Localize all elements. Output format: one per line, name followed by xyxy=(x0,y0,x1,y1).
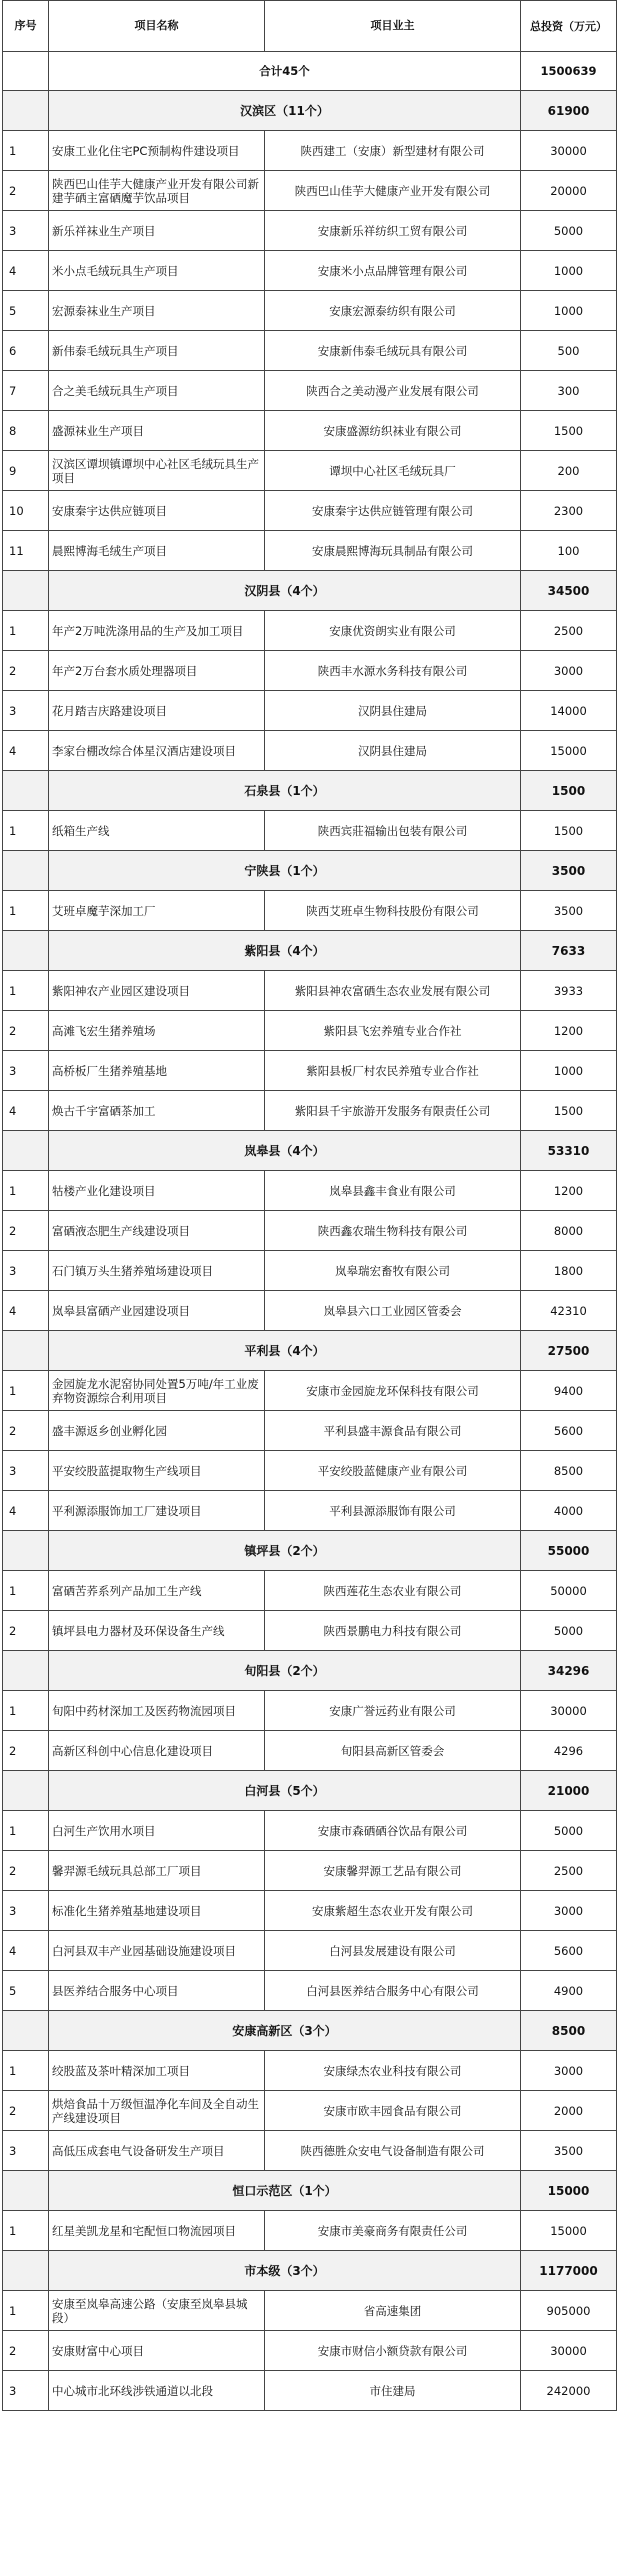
table-row xyxy=(3,411,617,451)
table-row xyxy=(3,1731,617,1771)
row-index: 2 xyxy=(3,171,49,211)
project-owner: 岚皋县鑫丰食业有限公司 xyxy=(265,1171,521,1211)
project-amount: 42310 xyxy=(521,1291,617,1331)
project-name: 汉滨区谭坝镇谭坝中心社区毛绒玩具生产项目 xyxy=(49,451,265,491)
region-idx-cell xyxy=(3,2011,49,2051)
table-row xyxy=(3,1571,617,1611)
table-row xyxy=(3,2131,617,2171)
region-idx-cell xyxy=(3,1131,49,1171)
project-name: 艾班卓魔芋深加工厂 xyxy=(49,891,265,931)
project-name: 合之美毛绒玩具生产项目 xyxy=(49,371,265,411)
project-name: 绞股蓝及茶叶精深加工项目 xyxy=(49,2051,265,2091)
header-name: 项目名称 xyxy=(49,1,265,52)
project-amount: 2500 xyxy=(521,611,617,651)
project-name: 白河县双丰产业园基础设施建设项目 xyxy=(49,1931,265,1971)
project-name: 紫阳神农产业园区建设项目 xyxy=(49,971,265,1011)
region-amount: 21000 xyxy=(521,1771,617,1811)
project-amount: 9400 xyxy=(521,1371,617,1411)
row-index: 1 xyxy=(3,2211,49,2251)
table-row xyxy=(3,2211,617,2251)
region-name: 岚皋县（4个） xyxy=(49,1131,521,1171)
project-name: 白河生产饮用水项目 xyxy=(49,1811,265,1851)
table-row xyxy=(3,691,617,731)
row-index: 1 xyxy=(3,1371,49,1411)
project-amount: 4900 xyxy=(521,1971,617,2011)
project-name: 平利源添服饰加工厂建设项目 xyxy=(49,1491,265,1531)
row-index: 5 xyxy=(3,1971,49,2011)
region-name: 旬阳县（2个） xyxy=(49,1651,521,1691)
table-row xyxy=(3,2371,617,2411)
project-amount: 1200 xyxy=(521,1171,617,1211)
row-index: 4 xyxy=(3,1291,49,1331)
table-row xyxy=(3,971,617,1011)
region-row xyxy=(3,1331,617,1371)
table-row xyxy=(3,2091,617,2131)
project-amount: 1800 xyxy=(521,1251,617,1291)
row-index: 2 xyxy=(3,1731,49,1771)
region-name: 安康高新区（3个） xyxy=(49,2011,521,2051)
table-row xyxy=(3,651,617,691)
region-idx-cell xyxy=(3,931,49,971)
table-body xyxy=(3,52,617,2411)
project-amount: 30000 xyxy=(521,2331,617,2371)
project-amount: 30000 xyxy=(521,1691,617,1731)
project-amount: 20000 xyxy=(521,171,617,211)
row-index: 2 xyxy=(3,1611,49,1651)
project-owner: 旬阳县高新区管委会 xyxy=(265,1731,521,1771)
region-amount: 15000 xyxy=(521,2171,617,2211)
project-owner: 安康绿杰农业科技有限公司 xyxy=(265,2051,521,2091)
project-amount: 905000 xyxy=(521,2291,617,2331)
project-name: 标准化生猪养殖基地建设项目 xyxy=(49,1891,265,1931)
project-name: 岚皋县富硒产业园建设项目 xyxy=(49,1291,265,1331)
row-index: 10 xyxy=(3,491,49,531)
project-owner: 安康秦宇达供应链管理有限公司 xyxy=(265,491,521,531)
project-owner: 紫阳县板厂村农民养殖专业合作社 xyxy=(265,1051,521,1091)
project-amount: 15000 xyxy=(521,731,617,771)
table-row xyxy=(3,1891,617,1931)
table-row xyxy=(3,491,617,531)
total-amount: 1500639 xyxy=(521,52,617,91)
table-row xyxy=(3,1091,617,1131)
row-index: 2 xyxy=(3,1011,49,1051)
region-idx-cell xyxy=(3,2251,49,2291)
region-name: 平利县（4个） xyxy=(49,1331,521,1371)
project-amount: 5000 xyxy=(521,211,617,251)
table-row xyxy=(3,1411,617,1451)
project-name: 陕西巴山佳芋大健康产业开发有限公司新建芋硒主富硒魔芋饮品项目 xyxy=(49,171,265,211)
project-amount: 1000 xyxy=(521,291,617,331)
project-owner: 陕西景鹏电力科技有限公司 xyxy=(265,1611,521,1651)
table-row xyxy=(3,1251,617,1291)
project-amount: 3500 xyxy=(521,891,617,931)
project-owner: 陕西丰水源水务科技有限公司 xyxy=(265,651,521,691)
row-index: 1 xyxy=(3,1691,49,1731)
region-amount: 8500 xyxy=(521,2011,617,2051)
region-name: 石泉县（1个） xyxy=(49,771,521,811)
table-row xyxy=(3,1611,617,1651)
region-row xyxy=(3,931,617,971)
project-name: 米小点毛绒玩具生产项目 xyxy=(49,251,265,291)
project-owner: 平安绞股蓝健康产业有限公司 xyxy=(265,1451,521,1491)
project-owner: 市住建局 xyxy=(265,2371,521,2411)
region-name: 汉阴县（4个） xyxy=(49,571,521,611)
row-index: 3 xyxy=(3,1891,49,1931)
region-idx-cell xyxy=(3,571,49,611)
region-row xyxy=(3,1131,617,1171)
row-index: 7 xyxy=(3,371,49,411)
investment-table xyxy=(2,0,617,2411)
row-index: 1 xyxy=(3,1811,49,1851)
project-name: 李家台棚改综合体星汉酒店建设项目 xyxy=(49,731,265,771)
row-index: 2 xyxy=(3,1211,49,1251)
row-index: 3 xyxy=(3,1051,49,1091)
project-amount: 242000 xyxy=(521,2371,617,2411)
project-amount: 100 xyxy=(521,531,617,571)
table-row xyxy=(3,531,617,571)
project-owner: 紫阳县神农富硒生态农业发展有限公司 xyxy=(265,971,521,1011)
project-owner: 安康宏源泰纺织有限公司 xyxy=(265,291,521,331)
project-name: 纸箱生产线 xyxy=(49,811,265,851)
project-amount: 5600 xyxy=(521,1931,617,1971)
project-name: 高滩飞宏生猪养殖场 xyxy=(49,1011,265,1051)
project-amount: 14000 xyxy=(521,691,617,731)
region-row xyxy=(3,2171,617,2211)
project-owner: 陕西鑫农瑞生物科技有限公司 xyxy=(265,1211,521,1251)
region-name: 宁陕县（1个） xyxy=(49,851,521,891)
project-name: 牯楼产业化建设项目 xyxy=(49,1171,265,1211)
project-name: 金园旋龙水泥窑协同处置5万吨/年工业废弃物资源综合利用项目 xyxy=(49,1371,265,1411)
project-amount: 1500 xyxy=(521,811,617,851)
project-owner: 陕西艾班卓生物科技股份有限公司 xyxy=(265,891,521,931)
row-index: 3 xyxy=(3,2131,49,2171)
project-name: 旬阳中药材深加工及医药物流园项目 xyxy=(49,1691,265,1731)
row-index: 4 xyxy=(3,1491,49,1531)
project-amount: 50000 xyxy=(521,1571,617,1611)
row-index: 1 xyxy=(3,2291,49,2331)
row-index: 4 xyxy=(3,251,49,291)
region-row xyxy=(3,851,617,891)
table-row xyxy=(3,1971,617,2011)
region-idx-cell xyxy=(3,1651,49,1691)
project-amount: 2500 xyxy=(521,1851,617,1891)
project-amount: 200 xyxy=(521,451,617,491)
region-amount: 27500 xyxy=(521,1331,617,1371)
project-amount: 15000 xyxy=(521,2211,617,2251)
row-index: 1 xyxy=(3,1571,49,1611)
table-row xyxy=(3,2331,617,2371)
project-name: 县医养结合服务中心项目 xyxy=(49,1971,265,2011)
project-name: 安康秦宇达供应链项目 xyxy=(49,491,265,531)
project-name: 富硒苦荞系列产品加工生产线 xyxy=(49,1571,265,1611)
project-name: 高低压成套电气设备研发生产项目 xyxy=(49,2131,265,2171)
table-row xyxy=(3,251,617,291)
project-amount: 5000 xyxy=(521,1811,617,1851)
project-name: 宏源泰袜业生产项目 xyxy=(49,291,265,331)
project-amount: 3000 xyxy=(521,2051,617,2091)
row-index: 1 xyxy=(3,2051,49,2091)
project-owner: 安康晨熙博海玩具制品有限公司 xyxy=(265,531,521,571)
region-amount: 1177000 xyxy=(521,2251,617,2291)
row-index: 2 xyxy=(3,651,49,691)
project-owner: 谭坝中心社区毛绒玩具厂 xyxy=(265,451,521,491)
region-row xyxy=(3,1531,617,1571)
project-name: 安康至岚皋高速公路（安康至岚皋县城段） xyxy=(49,2291,265,2331)
table-row xyxy=(3,1291,617,1331)
row-index: 3 xyxy=(3,211,49,251)
row-index: 4 xyxy=(3,1091,49,1131)
project-owner: 省高速集团 xyxy=(265,2291,521,2331)
table-row xyxy=(3,451,617,491)
region-amount: 1500 xyxy=(521,771,617,811)
project-name: 高新区科创中心信息化建设项目 xyxy=(49,1731,265,1771)
total-idx-cell xyxy=(3,52,49,91)
project-amount: 500 xyxy=(521,331,617,371)
region-row xyxy=(3,1771,617,1811)
region-idx-cell xyxy=(3,2171,49,2211)
row-index: 3 xyxy=(3,1451,49,1491)
row-index: 4 xyxy=(3,731,49,771)
table-row xyxy=(3,1691,617,1731)
project-name: 烘焙食品十万级恒温净化车间及全自动生产线建设项目 xyxy=(49,2091,265,2131)
region-idx-cell xyxy=(3,1531,49,1571)
project-amount: 3000 xyxy=(521,651,617,691)
project-owner: 安康市财信小额贷款有限公司 xyxy=(265,2331,521,2371)
project-owner: 陕西建工（安康）新型建材有限公司 xyxy=(265,131,521,171)
project-owner: 岚皋县六口工业园区管委会 xyxy=(265,1291,521,1331)
project-name: 镇坪县电力器材及环保设备生产线 xyxy=(49,1611,265,1651)
project-name: 富硒液态肥生产线建设项目 xyxy=(49,1211,265,1251)
project-owner: 陕西巴山佳芋大健康产业开发有限公司 xyxy=(265,171,521,211)
project-owner: 安康盛源纺织袜业有限公司 xyxy=(265,411,521,451)
region-row xyxy=(3,571,617,611)
table-row xyxy=(3,1211,617,1251)
header-owner: 项目业主 xyxy=(265,1,521,52)
row-index: 6 xyxy=(3,331,49,371)
project-name: 安康财富中心项目 xyxy=(49,2331,265,2371)
project-name: 石门镇万头生猪养殖场建设项目 xyxy=(49,1251,265,1291)
project-owner: 安康新伟泰毛绒玩具有限公司 xyxy=(265,331,521,371)
region-name: 汉滨区（11个） xyxy=(49,91,521,131)
project-amount: 3933 xyxy=(521,971,617,1011)
table-row xyxy=(3,1371,617,1411)
project-owner: 陕西合之美动漫产业发展有限公司 xyxy=(265,371,521,411)
project-owner: 安康米小点品牌管理有限公司 xyxy=(265,251,521,291)
project-owner: 陕西莲花生态农业有限公司 xyxy=(265,1571,521,1611)
project-amount: 30000 xyxy=(521,131,617,171)
project-owner: 汉阴县住建局 xyxy=(265,691,521,731)
table-row xyxy=(3,891,617,931)
project-amount: 300 xyxy=(521,371,617,411)
region-idx-cell xyxy=(3,91,49,131)
project-amount: 5000 xyxy=(521,1611,617,1651)
project-name: 安康工业化住宅PC预制构件建设项目 xyxy=(49,131,265,171)
project-name: 花月踏吉庆路建设项目 xyxy=(49,691,265,731)
project-owner: 紫阳县飞宏养殖专业合作社 xyxy=(265,1011,521,1051)
project-owner: 陕西宾莊福输出包装有限公司 xyxy=(265,811,521,851)
project-name: 年产2万台套水质处理器项目 xyxy=(49,651,265,691)
project-owner: 安康市欧丰园食品有限公司 xyxy=(265,2091,521,2131)
region-idx-cell xyxy=(3,771,49,811)
table-row xyxy=(3,1171,617,1211)
row-index: 1 xyxy=(3,611,49,651)
total-label: 合计45个 xyxy=(49,52,521,91)
table-row xyxy=(3,1931,617,1971)
project-name: 焕古千宇富硒茶加工 xyxy=(49,1091,265,1131)
project-amount: 3500 xyxy=(521,2131,617,2171)
project-owner: 平利县源添服饰有限公司 xyxy=(265,1491,521,1531)
table-row xyxy=(3,371,617,411)
table-row xyxy=(3,2051,617,2091)
table-row xyxy=(3,1851,617,1891)
row-index: 9 xyxy=(3,451,49,491)
project-amount: 4000 xyxy=(521,1491,617,1531)
region-name: 镇坪县（2个） xyxy=(49,1531,521,1571)
region-amount: 7633 xyxy=(521,931,617,971)
region-name: 市本级（3个） xyxy=(49,2251,521,2291)
row-index: 1 xyxy=(3,971,49,1011)
project-owner: 平利县盛丰源食品有限公司 xyxy=(265,1411,521,1451)
row-index: 2 xyxy=(3,2331,49,2371)
header-idx: 序号 xyxy=(3,1,49,52)
table-row xyxy=(3,611,617,651)
project-owner: 岚皋瑞宏畜牧有限公司 xyxy=(265,1251,521,1291)
region-row xyxy=(3,2011,617,2051)
project-owner: 陕西德胜众安电气设备制造有限公司 xyxy=(265,2131,521,2171)
project-name: 红星美凯龙星和宅配恒口物流园项目 xyxy=(49,2211,265,2251)
row-index: 2 xyxy=(3,1851,49,1891)
project-name: 盛源袜业生产项目 xyxy=(49,411,265,451)
project-owner: 汉阴县住建局 xyxy=(265,731,521,771)
project-amount: 5600 xyxy=(521,1411,617,1451)
region-idx-cell xyxy=(3,1331,49,1371)
region-row xyxy=(3,1651,617,1691)
table-row xyxy=(3,2291,617,2331)
region-row xyxy=(3,771,617,811)
project-amount: 3000 xyxy=(521,1891,617,1931)
project-name: 新伟泰毛绒玩具生产项目 xyxy=(49,331,265,371)
project-amount: 2000 xyxy=(521,2091,617,2131)
project-owner: 安康馨羿源工艺品有限公司 xyxy=(265,1851,521,1891)
region-name: 白河县（5个） xyxy=(49,1771,521,1811)
project-amount: 1500 xyxy=(521,1091,617,1131)
project-amount: 2300 xyxy=(521,491,617,531)
header-amount: 总投资（万元） xyxy=(521,1,617,52)
project-owner: 白河县发展建设有限公司 xyxy=(265,1931,521,1971)
table-row xyxy=(3,1051,617,1091)
project-amount: 8500 xyxy=(521,1451,617,1491)
region-row xyxy=(3,91,617,131)
region-amount: 55000 xyxy=(521,1531,617,1571)
table-row xyxy=(3,291,617,331)
row-index: 1 xyxy=(3,811,49,851)
row-index: 1 xyxy=(3,131,49,171)
project-amount: 1000 xyxy=(521,251,617,291)
table-header xyxy=(3,1,617,52)
region-amount: 3500 xyxy=(521,851,617,891)
table-row xyxy=(3,1451,617,1491)
row-index: 4 xyxy=(3,1931,49,1971)
region-amount: 34500 xyxy=(521,571,617,611)
project-owner: 安康市金园旋龙环保科技有限公司 xyxy=(265,1371,521,1411)
row-index: 1 xyxy=(3,891,49,931)
project-amount: 4296 xyxy=(521,1731,617,1771)
region-amount: 34296 xyxy=(521,1651,617,1691)
row-index: 2 xyxy=(3,2091,49,2131)
project-owner: 白河县医养结合服务中心有限公司 xyxy=(265,1971,521,2011)
project-name: 高桥板厂生猪养殖基地 xyxy=(49,1051,265,1091)
table-row xyxy=(3,131,617,171)
table-row xyxy=(3,1011,617,1051)
project-name: 新乐祥袜业生产项目 xyxy=(49,211,265,251)
project-name: 平安绞股蓝提取物生产线项目 xyxy=(49,1451,265,1491)
project-owner: 安康紫超生态农业开发有限公司 xyxy=(265,1891,521,1931)
table-row xyxy=(3,731,617,771)
table-row xyxy=(3,331,617,371)
project-name: 中心城市北环线涉铁通道以北段 xyxy=(49,2371,265,2411)
project-owner: 紫阳县千宇旅游开发服务有限责任公司 xyxy=(265,1091,521,1131)
region-name: 紫阳县（4个） xyxy=(49,931,521,971)
region-name: 恒口示范区（1个） xyxy=(49,2171,521,2211)
table-row xyxy=(3,171,617,211)
row-index: 8 xyxy=(3,411,49,451)
table-row xyxy=(3,1491,617,1531)
table-row xyxy=(3,211,617,251)
region-row xyxy=(3,2251,617,2291)
row-index: 3 xyxy=(3,2371,49,2411)
project-name: 盛丰源返乡创业孵化园 xyxy=(49,1411,265,1451)
region-idx-cell xyxy=(3,851,49,891)
project-amount: 8000 xyxy=(521,1211,617,1251)
project-owner: 安康新乐祥纺织工贸有限公司 xyxy=(265,211,521,251)
table-row xyxy=(3,1811,617,1851)
project-name: 晨熙博海毛绒生产项目 xyxy=(49,531,265,571)
region-amount: 53310 xyxy=(521,1131,617,1171)
project-owner: 安康市美豪商务有限责任公司 xyxy=(265,2211,521,2251)
project-amount: 1200 xyxy=(521,1011,617,1051)
project-amount: 1000 xyxy=(521,1051,617,1091)
row-index: 1 xyxy=(3,1171,49,1211)
region-idx-cell xyxy=(3,1771,49,1811)
table-row xyxy=(3,811,617,851)
row-index: 5 xyxy=(3,291,49,331)
region-amount: 61900 xyxy=(521,91,617,131)
row-index: 3 xyxy=(3,691,49,731)
row-index: 3 xyxy=(3,1251,49,1291)
project-name: 年产2万吨洗涤用品的生产及加工项目 xyxy=(49,611,265,651)
total-row xyxy=(3,52,617,91)
project-owner: 安康广誉远药业有限公司 xyxy=(265,1691,521,1731)
project-owner: 安康市森硒硒谷饮品有限公司 xyxy=(265,1811,521,1851)
row-index: 11 xyxy=(3,531,49,571)
project-amount: 1500 xyxy=(521,411,617,451)
project-owner: 安康优资朗实业有限公司 xyxy=(265,611,521,651)
row-index: 2 xyxy=(3,1411,49,1451)
project-name: 馨羿源毛绒玩具总部工厂项目 xyxy=(49,1851,265,1891)
